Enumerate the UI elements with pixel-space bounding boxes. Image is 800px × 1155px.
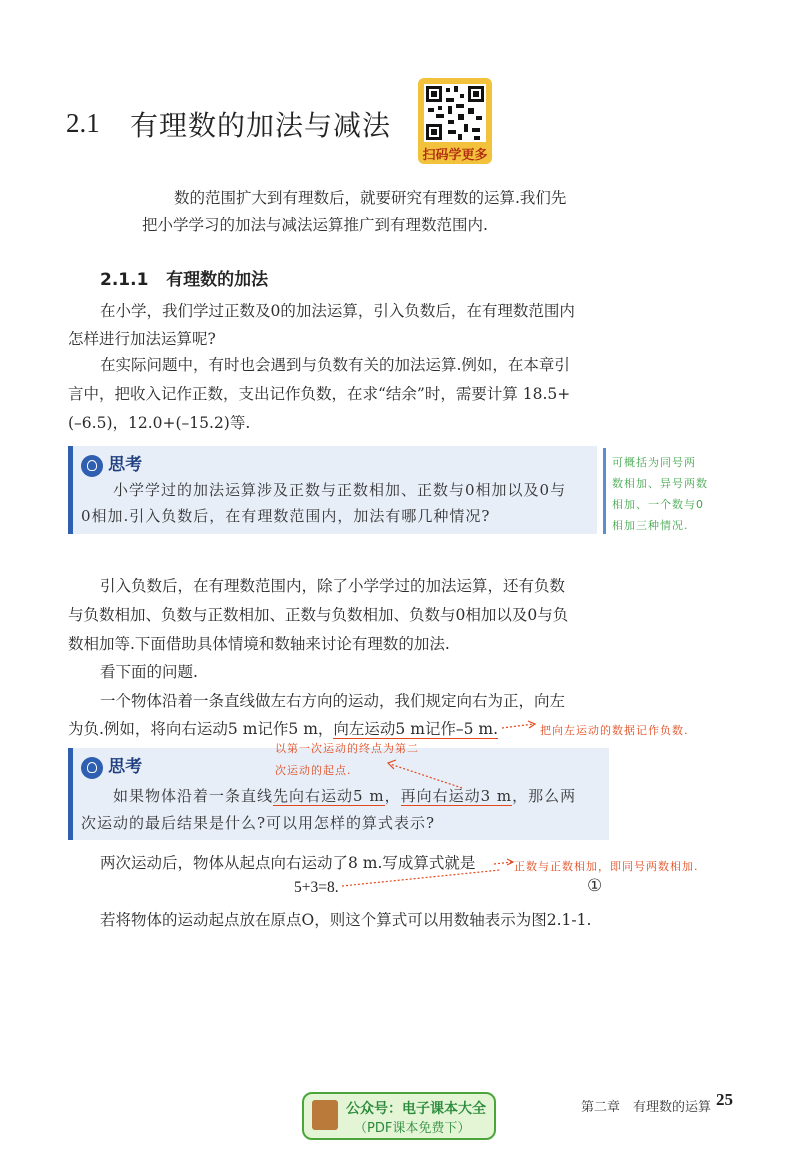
think2-line-1e: ，那么两 [512,787,577,805]
side-note-bar [603,448,606,534]
equation-number: ① [587,876,603,896]
para2-line-2: 言中，把收入记作正数，支出记作负数，在求“结余”时，需要计算 18.5+ [68,385,571,403]
green-note-line-4: 相加三种情况. [612,519,689,532]
intro-line-1: 数的范围扩大到有理数后，就要研究有理数的运算.我们先 [174,189,567,207]
page-number: 25 [716,1090,733,1109]
handwritten-note-red-3: 正数与正数相加，即同号两数相加. [514,860,699,873]
red-note-2-line-2: 次运动的起点. [275,764,352,777]
para3-line-1: 引入负数后，在有理数范围内，除了小学学过的加法运算，还有负数 [100,577,566,595]
section-title: 有理数的加法与减法 [130,109,392,142]
underlined-phrase-first-move: 先向右运动5 m [273,787,385,805]
book-icon [312,1100,338,1130]
equation-5-plus-3: 5+3=8. [294,879,339,896]
lightbulb-icon [81,757,103,779]
handwritten-note-red-1: 把向左运动的数据记作负数. [540,724,689,737]
qr-label: 扫码学更多 [422,148,488,163]
qr-pattern-icon [424,84,486,142]
think1-line-2: 0相加.引入负数后，在有理数范围内，加法有哪几种情况? [81,507,491,525]
dotted-arrow-1 [500,718,540,734]
section-number: 2.1 [66,108,100,138]
green-note-line-3: 相加、一个数与0 [612,498,704,511]
think2-comma: ， [384,787,401,805]
para3-line-2: 与负数相加、负数与正数相加、正数与负数相加、负数与0相加以及0与负 [68,606,569,624]
think-title-1: 思考 [108,455,143,475]
handwritten-note-green [612,452,732,536]
banner-line-2: （PDF课本免费下） [354,1121,471,1136]
banner-line-1: 公众号：电子课本大全 [346,1101,486,1117]
red-note-2-line-1: 以第一次运动的终点为第二 [275,742,419,755]
think-box-1 [68,446,597,534]
dotted-arrow-2 [380,756,470,792]
think-heading-1 [81,450,142,477]
lightbulb-icon [81,455,103,477]
qr-code[interactable] [418,78,492,164]
think-title-2: 思考 [108,757,143,777]
para2-line-3: (–6.5)，12.0+(–15.2)等. [68,414,251,432]
underlined-phrase-left-motion: 向左运动5 m记作–5 m. [333,720,499,738]
para7: 若将物体的运动起点放在原点O，则这个算式可以用数轴表示为图2.1-1. [100,911,592,929]
underlined-phrase-second-move: 再向右运动3 m [400,787,513,805]
chapter-footer: 第二章 有理数的运算 [581,1100,712,1115]
think2-line-2: 次运动的最后结果是什么?可以用怎样的算式表示? [81,814,436,832]
subsection-number: 2.1.1 [100,270,149,290]
think2-line-1 [113,782,576,811]
intro-line-2: 把小学学习的加法与减法运算推广到有理数范围内. [142,216,488,234]
para6: 两次运动后，物体从起点向右运动了8 m.写成算式就是 [100,854,476,872]
watermark-banner[interactable] [302,1092,496,1140]
dotted-arrow-4 [338,866,508,890]
think2-line-1a: 如果物体沿着一条直线 [113,787,274,805]
green-note-line-1: 可概括为同号两 [612,456,696,469]
para2-line-1: 在实际问题中，有时也会遇到与负数有关的加法运算.例如，在本章引 [100,356,570,374]
subsection-heading [100,265,268,290]
para4: 看下面的问题. [100,663,198,681]
subsection-title: 有理数的加法 [166,270,269,290]
green-note-line-2: 数相加、异号两数 [612,477,708,490]
para1-line-2: 怎样进行加法运算呢? [68,330,216,348]
think1-line-1: 小学学过的加法运算涉及正数与正数相加、正数与0相加以及0与 [113,481,567,499]
para3-line-3: 数相加等.下面借助具体情境和数轴来讨论有理数的加法. [68,635,450,653]
para5-line-2a: 为负.例如，将向右运动5 m记作5 m， [68,720,334,738]
think-heading-2 [81,752,142,779]
para1-line-1: 在小学，我们学过正数及0的加法运算，引入负数后，在有理数范围内 [100,302,575,320]
para5-line-1: 一个物体沿着一条直线做左右方向的运动，我们规定向右为正，向左 [100,692,566,710]
